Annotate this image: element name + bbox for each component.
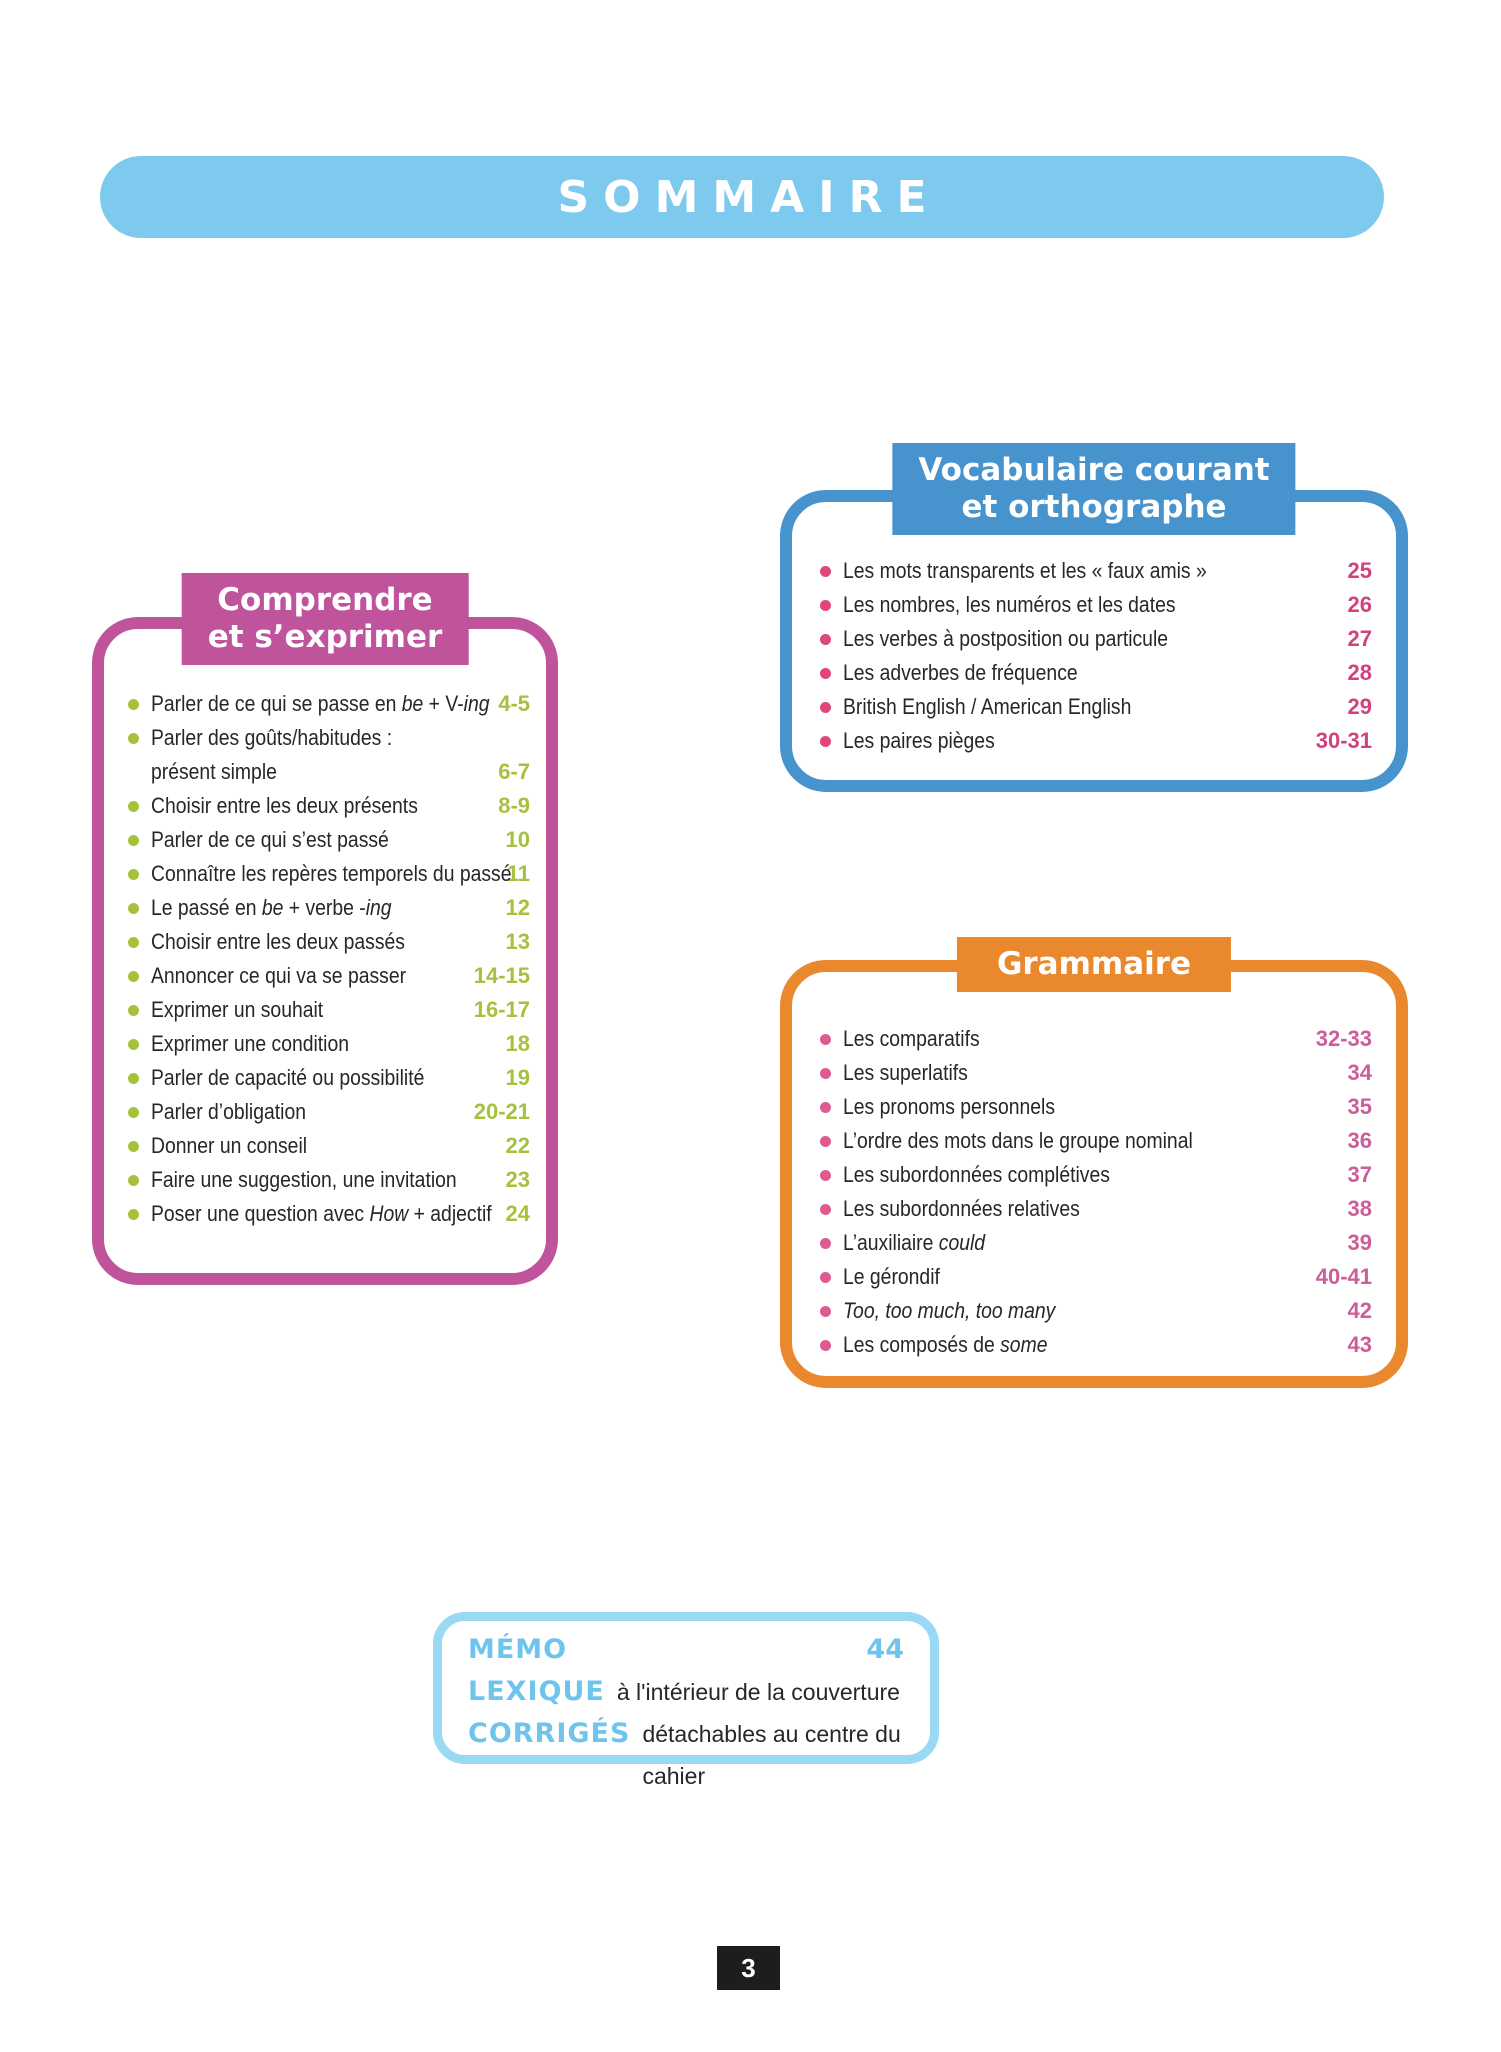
toc-item (128, 959, 530, 993)
toc-item-label: Exprimer une condition (151, 1031, 350, 1056)
memo-box (433, 1612, 939, 1789)
toc-item-label: Les nombres, les numéros et les dates (843, 592, 1176, 617)
memo-label: MÉMO (468, 1634, 568, 1665)
toc-item (820, 656, 1372, 690)
toc-item-page: 20-21 (473, 1099, 530, 1124)
bullet-icon (820, 1306, 831, 1317)
toc-item-label: Les subordonnées relatives (843, 1196, 1080, 1221)
toc-item-page: 39 (1347, 1230, 1372, 1255)
toc-item (128, 891, 530, 925)
toc-item-label: Le gérondif (843, 1264, 940, 1289)
toc-list (104, 629, 546, 1231)
toc-item-page: 23 (505, 1167, 530, 1192)
bullet-icon (128, 971, 139, 982)
toc-item-page: 14-15 (473, 963, 530, 988)
toc-item (820, 1294, 1372, 1328)
section-vocabulaire (780, 452, 1408, 792)
bullet-icon (128, 937, 139, 948)
section-title-tab: Grammaire (957, 937, 1231, 992)
memo-label: LEXIQUE (468, 1676, 605, 1707)
toc-item-label: British English / American English (843, 694, 1132, 719)
toc-list (792, 502, 1396, 758)
toc-item-page: 43 (1347, 1332, 1372, 1357)
toc-item-label: Too, too much, too many (843, 1298, 1056, 1323)
bullet-icon (820, 566, 831, 577)
toc-item-page: 38 (1347, 1196, 1372, 1221)
bullet-icon (820, 600, 831, 611)
toc-item-page: 18 (505, 1031, 530, 1056)
bullet-icon (820, 1170, 831, 1181)
toc-item-label: Poser une question avec How + adjectif (151, 1201, 492, 1226)
section-comprendre (92, 582, 558, 1285)
toc-item (820, 1328, 1372, 1362)
toc-item (820, 1056, 1372, 1090)
toc-item-page: 13 (505, 929, 530, 954)
toc-item (128, 1061, 530, 1095)
toc-item-page: 36 (1347, 1128, 1372, 1153)
toc-item-page: 10 (505, 827, 530, 852)
toc-item-label: Les pronoms personnels (843, 1094, 1056, 1119)
toc-item-label: Les mots transparents et les « faux amis » (843, 558, 1207, 583)
bullet-icon (128, 1073, 139, 1084)
toc-item (820, 1192, 1372, 1226)
toc-item-page: 8-9 (498, 793, 530, 818)
toc-item (820, 1260, 1372, 1294)
toc-item (128, 1129, 530, 1163)
toc-item-label: Les adverbes de fréquence (843, 660, 1078, 685)
toc-item-page: 37 (1347, 1162, 1372, 1187)
toc-item-page: 42 (1347, 1298, 1372, 1323)
toc-item-page: 22 (505, 1133, 530, 1158)
bullet-icon (128, 869, 139, 880)
memo-text: détachables au centre du cahier (642, 1721, 901, 1789)
toc-item-label: Parler d’obligation (151, 1099, 306, 1124)
toc-item (820, 690, 1372, 724)
toc-item (128, 1027, 530, 1061)
toc-item-label: Parler de capacité ou possibilité (151, 1065, 425, 1090)
toc-item-page: 25 (1347, 558, 1372, 583)
bullet-icon (820, 702, 831, 713)
toc-item-page: 34 (1347, 1060, 1372, 1085)
page-number: 3 (741, 1952, 756, 1983)
toc-item (820, 1158, 1372, 1192)
memo-row (468, 1713, 904, 1797)
toc-item-label: Les composés de some (843, 1332, 1048, 1357)
toc-list (792, 972, 1396, 1362)
toc-item-page: 28 (1347, 660, 1372, 685)
bullet-icon (128, 1141, 139, 1152)
memo-label: CORRIGÉS (468, 1718, 631, 1749)
toc-item (820, 622, 1372, 656)
toc-item (820, 1226, 1372, 1260)
toc-item-label: Parler des goûts/habitudes : présent simple (151, 725, 393, 784)
memo-text: à l'intérieur de la couverture (616, 1679, 900, 1705)
toc-item (128, 823, 530, 857)
bullet-icon (820, 668, 831, 679)
toc-item-page: 26 (1347, 592, 1372, 617)
toc-item-label: Les subordonnées complétives (843, 1162, 1110, 1187)
toc-item-label: Choisir entre les deux présents (151, 793, 418, 818)
toc-item (820, 1090, 1372, 1124)
toc-item-label: Les superlatifs (843, 1060, 968, 1085)
toc-item-page: 12 (505, 895, 530, 920)
toc-item-label: Exprimer un souhait (151, 997, 324, 1022)
bullet-icon (820, 1034, 831, 1045)
bullet-icon (128, 903, 139, 914)
toc-item (128, 1163, 530, 1197)
bullet-icon (820, 736, 831, 747)
toc-item (128, 993, 530, 1027)
bullet-icon (820, 1204, 831, 1215)
bullet-icon (128, 801, 139, 812)
bullet-icon (128, 1039, 139, 1050)
toc-item (820, 724, 1372, 758)
toc-item-page: 32-33 (1315, 1026, 1372, 1051)
section-title-tab: Vocabulaire courant et orthographe (892, 443, 1295, 535)
toc-item-page: 27 (1347, 626, 1372, 651)
toc-item-page: 35 (1347, 1094, 1372, 1119)
toc-item (128, 925, 530, 959)
bullet-icon (820, 1068, 831, 1079)
bullet-icon (820, 1102, 831, 1113)
bullet-icon (128, 699, 139, 710)
toc-item-label: L’auxiliaire could (843, 1230, 986, 1255)
toc-item-label: Annoncer ce qui va se passer (151, 963, 407, 988)
bullet-icon (128, 1175, 139, 1186)
toc-item-label: L’ordre des mots dans le groupe nominal (843, 1128, 1193, 1153)
bullet-icon (820, 1272, 831, 1283)
toc-item (128, 857, 530, 891)
toc-item-label: Choisir entre les deux passés (151, 929, 405, 954)
toc-item-page: 6-7 (498, 759, 530, 784)
toc-item (128, 721, 530, 789)
page-number-box (717, 1946, 780, 1990)
memo-row (468, 1629, 904, 1671)
toc-item (820, 554, 1372, 588)
toc-item (128, 687, 530, 721)
bullet-icon (820, 1340, 831, 1351)
toc-item-page: 40-41 (1315, 1264, 1372, 1289)
toc-item (820, 588, 1372, 622)
toc-item (128, 1197, 530, 1231)
toc-item (820, 1124, 1372, 1158)
toc-item-label: Donner un conseil (151, 1133, 308, 1158)
page-header (100, 156, 1384, 238)
bullet-icon (820, 1136, 831, 1147)
toc-item-page: 4-5 (498, 691, 530, 716)
memo-row (468, 1671, 904, 1713)
toc-item-label: Les comparatifs (843, 1026, 980, 1051)
toc-item-page: 24 (505, 1201, 530, 1226)
toc-item-label: Les paires pièges (843, 728, 995, 753)
toc-item-label: Faire une suggestion, une invitation (151, 1167, 457, 1192)
bullet-icon (820, 1238, 831, 1249)
toc-item-label: Le passé en be + verbe -ing (151, 895, 392, 920)
toc-item-page: 19 (505, 1065, 530, 1090)
toc-item (820, 1022, 1372, 1056)
page-title: SOMMAIRE (557, 171, 941, 223)
toc-item (128, 1095, 530, 1129)
bullet-icon (128, 835, 139, 846)
memo-page: 44 (866, 1634, 904, 1665)
toc-item-page: 11 (506, 861, 530, 886)
toc-item-page: 29 (1347, 694, 1372, 719)
toc-item-label: Parler de ce qui se passe en be + V-ing (151, 691, 490, 716)
toc-item (128, 789, 530, 823)
toc-item-page: 30-31 (1315, 728, 1372, 753)
toc-item-label: Connaître les repères temporels du passé (151, 861, 512, 886)
section-grammaire (780, 946, 1408, 1388)
bullet-icon (128, 1209, 139, 1220)
bullet-icon (128, 733, 139, 744)
bullet-icon (128, 1107, 139, 1118)
bullet-icon (128, 1005, 139, 1016)
bullet-icon (820, 634, 831, 645)
toc-item-page: 16-17 (473, 997, 530, 1022)
toc-item-label: Parler de ce qui s’est passé (151, 827, 389, 852)
section-title-tab: Comprendre et s’exprimer (182, 573, 469, 665)
toc-item-label: Les verbes à postposition ou particule (843, 626, 1169, 651)
